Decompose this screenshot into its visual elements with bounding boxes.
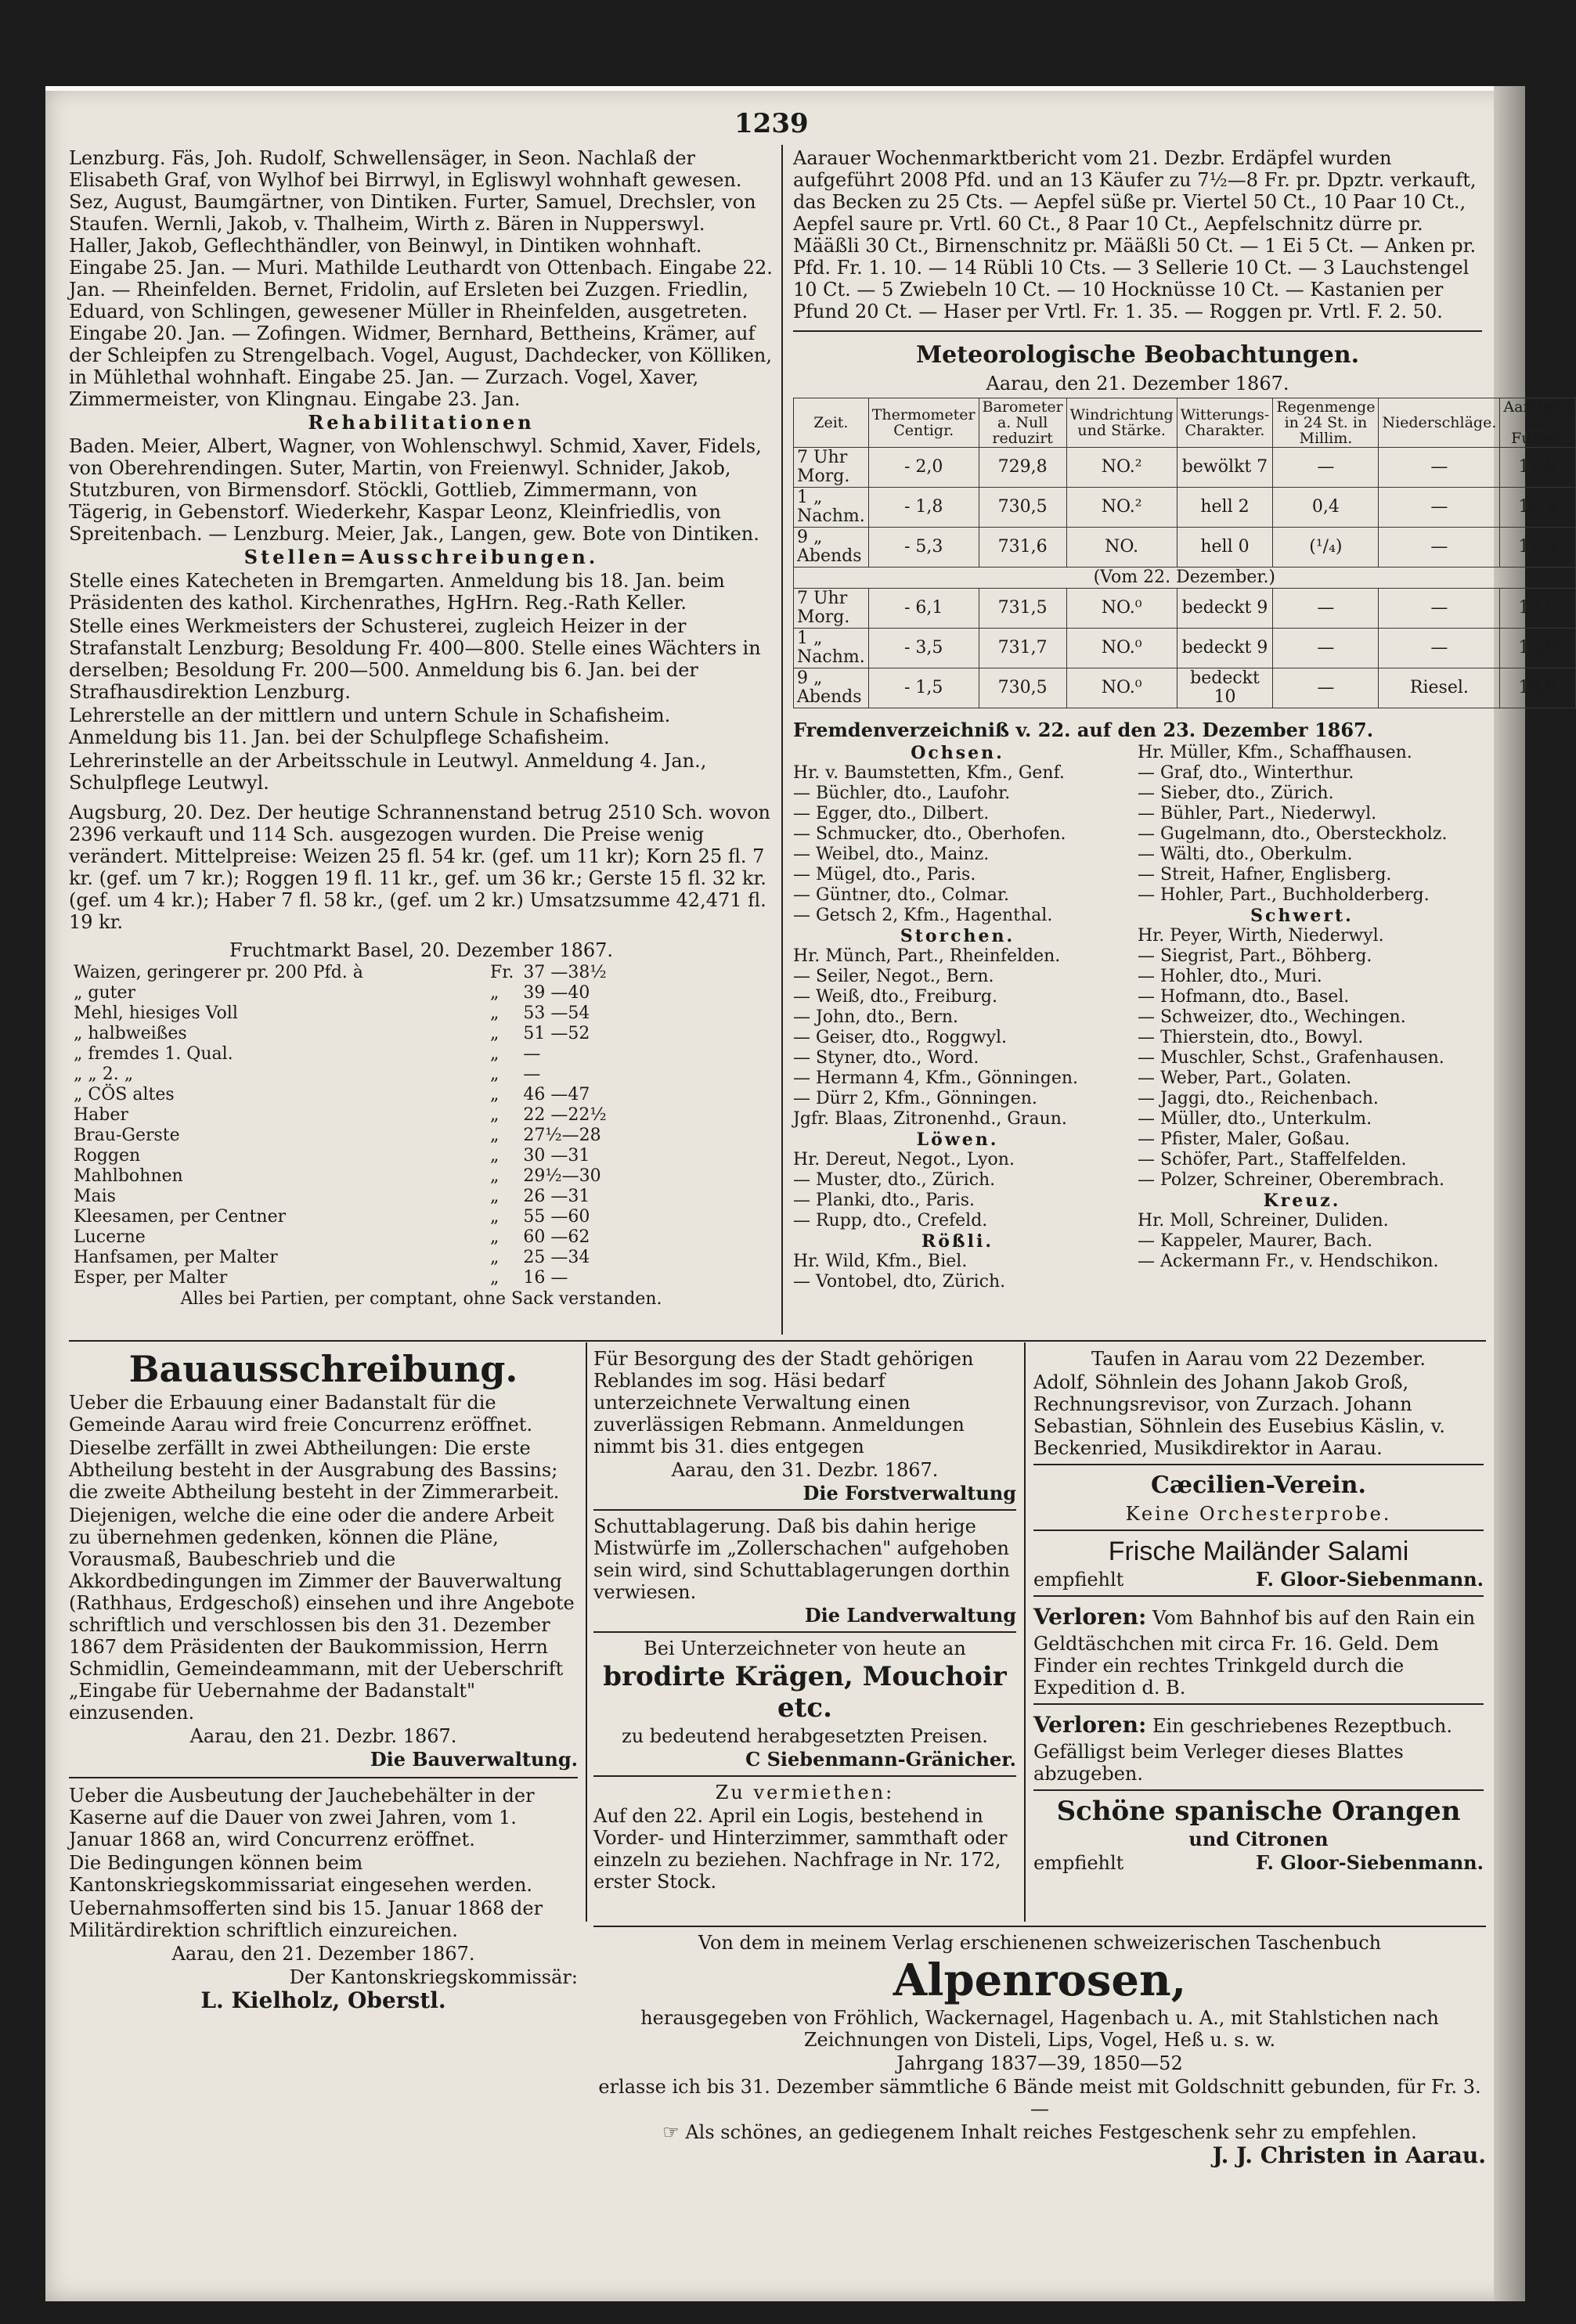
guest-entry: — Büchler, dto., Laufohr. — [793, 784, 1011, 803]
fruchtmarkt-unit: „ — [490, 1065, 499, 1084]
page-number: 1239 — [734, 108, 809, 139]
guest-entry: — Weiß, dto., Freiburg. — [793, 987, 997, 1007]
column-divider — [586, 1342, 587, 1922]
kraegen-intro: Bei Unterzeichneter von heute an — [644, 1638, 966, 1659]
reblandes-text: Für Besorgung des der Stadt gehörigen Reblandes im sog. Häsi bedarf unterzeichnete Verwaltung einen zuverlässigen Rebmann. Anmeldungen nimmt bis 31. dies entgegen — [593, 1348, 974, 1457]
meteo-subtitle: Aarau, den 21. Dezember 1867. — [986, 373, 1289, 395]
meteo-header: Regenmenge in 24 St. in Millim. — [1273, 398, 1379, 448]
guest-entry: Hr. Moll, Schreiner, Duliden. — [1138, 1211, 1389, 1230]
column-divider — [1024, 1342, 1026, 1922]
divider — [1033, 1464, 1484, 1465]
meteo-header: Windrichtung und Stärke. — [1066, 398, 1177, 448]
orangen-sign: F. Gloor-Siebenmann. — [1256, 1851, 1484, 1874]
meteo-cell: NO.⁰ — [1066, 629, 1177, 668]
fruchtmarkt-unit: „ — [490, 1126, 499, 1145]
fruchtmarkt-row — [69, 1207, 611, 1227]
guest-entry: — Schöfer, Part., Staffelfelden. — [1138, 1150, 1407, 1169]
meteo-cell: NO.² — [1066, 448, 1177, 488]
fruchtmarkt-item: Haber — [74, 1105, 128, 1125]
jauche-date: Aarau, den 21. Dezember 1867. — [171, 1943, 475, 1965]
column-divider — [781, 145, 783, 1335]
caecilien-title: Cæcilien-Verein. — [1151, 1472, 1366, 1499]
fruchtmarkt-row — [69, 1268, 611, 1288]
meteo-row — [794, 488, 1576, 528]
fruchtmarkt-unit: „ — [490, 1187, 499, 1206]
fruchtmarkt-price: 53 —54 — [523, 1003, 590, 1023]
fruchtmarkt-item: „ guter — [74, 983, 136, 1003]
guest-entry: — Pfister, Maler, Goßau. — [1138, 1130, 1351, 1149]
fruchtmarkt-price: 27½—28 — [523, 1126, 601, 1145]
meteo-cell: bedeckt 9 — [1177, 589, 1273, 629]
divider — [593, 1775, 1016, 1777]
alpenrosen-line2: Jahrgang 1837—39, 1850—52 — [896, 2052, 1183, 2074]
orangen-title: Schöne spanische Orangen — [1056, 1796, 1461, 1827]
reblandes-sign: Die Forstverwaltung — [802, 1482, 1016, 1504]
taufen-text: Adolf, Söhnlein des Johann Jakob Groß, Rechnungsrevisor, von Zurzach. Johann Sebastian, Söhnlein des Eusebius Käslin, v. Beckenried, Musikdirektor in Aarau. — [1033, 1371, 1445, 1459]
guest-entry: — Polzer, Schreiner, Oberembrach. — [1138, 1170, 1445, 1190]
stellen-heading: Stellen=Ausschreibungen. — [243, 546, 599, 568]
fruchtmarkt-unit: „ — [490, 1024, 499, 1043]
fruchtmarkt-price: 46 —47 — [523, 1085, 590, 1104]
stellen-text-4: Lehrerinstelle an der Arbeitsschule in Leutwyl. Anmeldung 4. Jan., Schulpflege Leutwyl. — [69, 750, 707, 794]
fruchtmarkt-item: Mehl, hiesiges Voll — [74, 1003, 238, 1023]
meteo-cell: (¹/₄) — [1273, 528, 1379, 567]
guest-entry: Hr. Münch, Part., Rheinfelden. — [793, 946, 1061, 966]
guest-entry: Hr. v. Baumstetten, Kfm., Genf. — [793, 763, 1065, 783]
fruchtmarkt-row — [69, 1187, 611, 1207]
fruchtmarkt-item: Waizen, geringerer pr. 200 Pfd. à — [74, 963, 363, 982]
top-edge — [45, 86, 1525, 91]
taufen-title: Taufen in Aarau vom 22 Dezember. — [1091, 1348, 1426, 1370]
guest-entry: — Geiser, dto., Roggwyl. — [793, 1028, 1008, 1047]
fruchtmarkt-row — [69, 1085, 611, 1105]
guest-entry: — Egger, dto., Dilbert. — [793, 804, 990, 823]
meteo-cell: Riesel. — [1379, 668, 1500, 708]
fruchtmarkt-price: 26 —31 — [523, 1187, 590, 1206]
meteo-mid-label: (Vom 22. Dezember.) — [794, 567, 1576, 589]
guest-entry: Hr. Dereut, Negot., Lyon. — [793, 1150, 1015, 1169]
meteo-cell: — — [1379, 488, 1500, 528]
guest-entry: — Muster, dto., Zürich. — [793, 1170, 996, 1190]
guest-entry: — Hermann 4, Kfm., Gönningen. — [793, 1068, 1079, 1088]
meteo-cell: — — [1273, 629, 1379, 668]
fruchtmarkt-item: Lucerne — [74, 1227, 146, 1247]
meteo-row — [794, 629, 1576, 668]
meteo-title: Meteorologische Beobachtungen. — [915, 341, 1360, 369]
orangen-sub: und Citronen — [1188, 1828, 1329, 1850]
meteo-row — [794, 448, 1576, 488]
meteo-cell: 13,0 — [1500, 589, 1575, 629]
fruchtmarkt-row — [69, 1024, 611, 1044]
stellen-text-2: Stelle eines Werkmeisters der Schusterei, zugleich Heizer in der Strafanstalt Lenzburg; Besoldung Fr. 400—800. Stelle eines Wächters in derselben; Besoldung Fr. 200—500. Anmeldung bis 6. Jan. bei der Strafhausdirektion Lenzburg. — [69, 615, 761, 703]
fruchtmarkt-item: Hanfsamen, per Malter — [74, 1248, 278, 1267]
meteo-cell: 1 „ Nachm. — [794, 629, 869, 668]
meteo-header: Niederschläge. — [1379, 398, 1500, 448]
alpenrosen-line1: herausgegeben von Fröhlich, Wackernagel, Hagenbach u. A., mit Stahlstichen nach Zeichnungen von Disteli, Lips, Vogel, Heß u. s. w. — [640, 2007, 1439, 2051]
hotel-heading: Rößli. — [921, 1231, 994, 1252]
guest-entry: — Hohler, Part., Buchholderberg. — [1138, 885, 1430, 905]
meteo-cell: 731,7 — [979, 629, 1066, 668]
bauaus-sign: Die Bauverwaltung. — [370, 1748, 578, 1771]
bauaus-p2: Dieselbe zerfällt in zwei Abtheilungen: Die erste Abtheilung besteht in der Ausgrabung des Bassins; die zweite Abtheilung besteht in der Zimmerarbeit. — [69, 1437, 560, 1503]
fruchtmarkt-price: 16 — — [523, 1268, 568, 1288]
fruchtmarkt-unit: „ — [490, 1227, 499, 1247]
meteo-cell: 731,6 — [979, 528, 1066, 567]
section-divider — [69, 1340, 1486, 1342]
verloren2-title: Verloren: — [1033, 1712, 1147, 1738]
guest-entry: — Siegrist, Part., Böhberg. — [1138, 946, 1372, 966]
meteo-header: Barometer a. Null reduzirt — [979, 398, 1066, 448]
divider — [1033, 1530, 1484, 1531]
meteo-cell: 731,5 — [979, 589, 1066, 629]
meteo-cell: — — [1273, 448, 1379, 488]
meteo-row — [794, 528, 1576, 567]
divider — [1033, 1789, 1484, 1791]
fruchtmarkt-unit: „ — [490, 1105, 499, 1125]
guest-entry: — Hofmann, dto., Basel. — [1138, 987, 1350, 1007]
guest-entry: — Kappeler, Maurer, Bach. — [1138, 1231, 1373, 1251]
fruchtmarkt-footer: Alles bei Partien, per comptant, ohne Sack verstanden. — [180, 1289, 662, 1309]
fruchtmarkt-unit: „ — [490, 1248, 499, 1267]
guest-entry: Hr. Peyer, Wirth, Niederwyl. — [1138, 926, 1384, 946]
fruchtmarkt-unit: „ — [490, 1166, 499, 1186]
meteo-cell: - 6,1 — [868, 589, 979, 629]
alpenrosen-sign: J. J. Christen in Aarau. — [1212, 2142, 1486, 2168]
guest-entry: — Hohler, dto., Muri. — [1138, 967, 1322, 986]
fruchtmarkt-price: 29½—30 — [523, 1166, 601, 1186]
meteo-cell: - 3,5 — [868, 629, 979, 668]
fruchtmarkt-row — [69, 1044, 611, 1065]
guest-entry: Hr. Wild, Kfm., Biel. — [793, 1252, 968, 1271]
meteo-cell: bedeckt 9 — [1177, 629, 1273, 668]
alpenrosen-line4: ☞ Als schönes, an gediegenem Inhalt reiches Festgeschenk sehr zu empfehlen. — [662, 2121, 1417, 2143]
meteo-cell: NO. — [1066, 528, 1177, 567]
meteo-cell: 12,9 — [1500, 488, 1575, 528]
meteo-header: Thermometer Centigr. — [868, 398, 979, 448]
meteo-cell: 0,4 — [1273, 488, 1379, 528]
meteo-cell: bewölkt 7 — [1177, 448, 1273, 488]
fruchtmarkt-price: 30 —31 — [523, 1146, 590, 1166]
guest-entry: Hr. Müller, Kfm., Schaffhausen. — [1138, 743, 1412, 762]
meteo-cell: 1 „ Nachm. — [794, 488, 869, 528]
jauche-p2: Die Bedingungen können beim Kantonskriegskommissariat eingesehen werden. — [69, 1852, 533, 1896]
fremden-right — [1138, 743, 1466, 1292]
guest-entry: — Streit, Hafner, Englisberg. — [1138, 865, 1392, 885]
fruchtmarkt-price: 55 —60 — [523, 1207, 590, 1227]
meteo-cell: — — [1273, 668, 1379, 708]
stellen-text-1: Stelle eines Katecheten in Bremgarten. Anmeldung bis 18. Jan. beim Präsidenten des kathol. Kirchenrathes, HgHrn. Reg.-Rath Keller. — [69, 570, 725, 614]
kraegen-sign: C Siebenmann-Gränicher. — [745, 1748, 1016, 1771]
guest-entry: — Planki, dto., Paris. — [793, 1191, 975, 1210]
fruchtmarkt-row — [69, 1065, 611, 1085]
meteo-cell: 729,8 — [979, 448, 1066, 488]
bottom-middle-column — [593, 1348, 1016, 1894]
guest-entry: — Wälti, dto., Oberkulm. — [1138, 845, 1353, 864]
alpenrosen-title: Alpenrosen, — [893, 1955, 1187, 2006]
fruchtmarkt-price: 25 —34 — [523, 1248, 590, 1267]
meteo-cell: 12,9 — [1500, 448, 1575, 488]
fruchtmarkt-row — [69, 1105, 611, 1126]
meteo-header: Aarstand in Fußen. — [1500, 398, 1575, 448]
fruchtmarkt-item: Mais — [74, 1187, 116, 1206]
meteo-cell: 730,5 — [979, 668, 1066, 708]
fruchtmarkt-item: Mahlbohnen — [74, 1166, 183, 1186]
guest-entry: — Bühler, Part., Niederwyl. — [1138, 804, 1377, 823]
divider — [793, 330, 1482, 332]
fruchtmarkt-unit: „ — [490, 983, 499, 1003]
meteo-cell: 9 „ Abends — [794, 668, 869, 708]
verloren1-title: Verloren: — [1033, 1604, 1147, 1630]
meteo-cell: NO.⁰ — [1066, 589, 1177, 629]
hotel-heading: Schwert. — [1250, 906, 1354, 926]
fruchtmarkt-row — [69, 1227, 611, 1248]
fruchtmarkt-row — [69, 1166, 611, 1187]
meteo-cell: - 2,0 — [868, 448, 979, 488]
wochenmarkt-report: Aarauer Wochenmarktbericht vom 21. Dezbr. Erdäpfel wurden aufgeführt 2008 Pfd. und an 13 Käufer zu 7½—8 Fr. pr. Dpztr. verkauft, das Becken zu 25 Cts. — Aepfel süße pr. Viertel 50 Ct., 10 Paar 10 Ct., Aepfel saure pr. Vrtl. 60 Ct., 8 Paar 10 Ct., Aepfelschnitz dürre pr. Määßli 30 Ct., Birnenschnitz pr. Määßli 50 Ct. — 1 Ei 5 Ct. — Anken pr. Pfd. Fr. 1. 10. — 14 Rübli 10 Cts. — 3 Sellerie 10 Ct. — 3 Lauchstengel 10 Ct. — 5 Zwiebeln 10 Ct. — 10 Hocknüsse 10 Ct. — Kastanien per Pfund 20 Ct. — Haser per Vrtl. Fr. 1. 35. — Roggen pr. Vrtl. F. 2. 50. — [793, 147, 1477, 322]
jauche-p3: Uebernahmsofferten sind bis 15. Januar 1868 der Militärdirektion schriftlich einzureichen. — [69, 1897, 543, 1941]
caecilien-text: Keine Orchesterprobe. — [1125, 1503, 1392, 1525]
guest-entry: — Muschler, Schst., Grafenhausen. — [1138, 1048, 1444, 1068]
verloren1-text: Vom Bahnhof bis auf den Rain ein Geldtäschchen mit circa Fr. 16. Geld. Dem Finder ein rechtes Trinkgeld durch die Expedition d. B. — [1033, 1607, 1476, 1699]
meteo-cell: — — [1379, 448, 1500, 488]
guest-entry: — Getsch 2, Kfm., Hagenthal. — [793, 906, 1053, 925]
guest-entry: — Güntner, dto., Colmar. — [793, 885, 1009, 905]
fruchtmarkt-row — [69, 1248, 611, 1268]
fremden-lists — [793, 743, 1482, 1292]
bottom-right-column — [1033, 1348, 1484, 1875]
jauche-sign: L. Kielholz, Oberstl. — [200, 1987, 446, 2013]
guest-entry: — Graf, dto., Winterthur. — [1138, 763, 1354, 783]
augsburg-report: Augsburg, 20. Dez. Der heutige Schrannenstand betrug 2510 Sch. wovon 2396 verkauft und 114 Sch. ausgezogen wurden. Die Preise wenig verändert. Mittelpreise: Weizen 25 fl. 54 kr. (gef. um 11 kr); Korn 25 fl. 7 kr. (gef. um 7 kr.); Roggen 19 fl. 11 kr., gef. um 36 kr.; Gerste 15 fl. 32 kr. (gef. um 4 kr.); Haber 7 fl. 58 kr., (gef. um 2 kr.) Umsatzsumme 42,471 fl. 19 kr. — [69, 802, 771, 933]
meteo-cell: hell 2 — [1177, 488, 1273, 528]
bauaus-p3: Diejenigen, welche die eine oder die andere Arbeit zu übernehmen gedenken, können die Pläne, Vorausmaß, Baubeschrieb und die Akkordbedingungen im Zimmer der Bauverwaltung (Rathhaus, Erdgeschoß) einsehen und ihre Angebote schriftlich und verschlossen bis den 31. Dezember 1867 dem Präsidenten der Baukommission, Herrn Schmidlin, Gemeindeammann, mit der Ueberschrift „Eingabe für Uebernahme der Badanstalt" einzusenden. — [69, 1504, 575, 1724]
fruchtmarkt-unit: „ — [490, 1207, 499, 1227]
rehab-heading: Rehabilitationen — [308, 411, 535, 434]
fruchtmarkt-row — [69, 963, 611, 983]
alpenrosen-ad — [593, 1932, 1486, 2168]
fruchtmarkt-price: — — [523, 1044, 541, 1064]
jauche-role: Der Kantonskriegskommissär: — [289, 1966, 578, 1988]
meteo-cell: - 5,3 — [868, 528, 979, 567]
schutt-text: Schuttablagerung. Daß bis dahin herige Mistwürfe im „Zollerschachen" aufgehoben sein wird, sind Schuttablagerungen dorthin verwiesen. — [593, 1515, 1010, 1603]
guest-entry: — Dürr 2, Kfm., Gönningen. — [793, 1089, 1037, 1108]
guest-entry: — John, dto., Bern. — [793, 1007, 959, 1027]
fruchtmarkt-price: 22 —22½ — [523, 1105, 607, 1125]
fruchtmarkt-item: „ CÖS altes — [74, 1085, 175, 1104]
guest-entry: — Jaggi, dto., Reichenbach. — [1138, 1089, 1379, 1108]
guest-entry: — Gugelmann, dto., Obersteckholz. — [1138, 824, 1448, 844]
meteo-cell: — — [1379, 589, 1500, 629]
meteo-cell: 7 Uhr Morg. — [794, 448, 869, 488]
fruchtmarkt-row — [69, 983, 611, 1003]
bauaus-date: Aarau, den 21. Dezbr. 1867. — [189, 1725, 457, 1747]
alpenrosen-intro: Von dem in meinem Verlag erschienenen schweizerischen Taschenbuch — [698, 1932, 1382, 1954]
meteo-cell: bedeckt 10 — [1177, 668, 1273, 708]
guest-entry: — Vontobel, dto, Zürich. — [793, 1272, 1006, 1292]
guest-entry: — Styner, dto., Word. — [793, 1048, 979, 1068]
fruchtmarkt-unit: „ — [490, 1085, 499, 1104]
fruchtmarkt-price: 39 —40 — [523, 983, 590, 1003]
meteo-cell: — — [1379, 528, 1500, 567]
guest-entry: — Schweizer, dto., Wechingen. — [1138, 1007, 1406, 1027]
fruchtmarkt-item: Brau-Gerste — [74, 1126, 180, 1145]
fruchtmarkt-price: 60 —62 — [523, 1227, 590, 1247]
salami-sign: F. Gloor-Siebenmann. — [1256, 1568, 1484, 1591]
meteo-cell: hell 0 — [1177, 528, 1273, 567]
newspaper-page — [45, 86, 1572, 2301]
vermiethen-title: Zu vermiethen: — [715, 1782, 895, 1803]
jauche-p1: Ueber die Ausbeutung der Jauchebehälter in der Kaserne auf die Dauer von zwei Jahren, vom 1. Januar 1868 an, wird Concurrenz eröffnet. — [69, 1785, 535, 1850]
fruchtmarkt-price: — — [523, 1065, 541, 1084]
verloren2-text: Ein geschriebenes Rezeptbuch. Gefälligst beim Verleger dieses Blattes abzugeben. — [1033, 1715, 1452, 1785]
hotel-heading: Löwen. — [916, 1130, 999, 1150]
fruchtmarkt-title: Fruchtmarkt Basel, 20. Dezember 1867. — [229, 939, 614, 961]
meteo-row — [794, 589, 1576, 629]
guest-entry: — Mügel, dto., Paris. — [793, 865, 976, 885]
divider — [593, 1509, 1016, 1511]
fruchtmarkt-unit: „ — [490, 1044, 499, 1064]
fruchtmarkt-item: Kleesamen, per Centner — [74, 1207, 287, 1227]
guest-entry: Jgfr. Blaas, Zitronenhd., Graun. — [793, 1109, 1067, 1129]
guest-entry: — Sieber, dto., Zürich. — [1138, 784, 1334, 803]
divider — [1033, 1703, 1484, 1705]
bottom-left-column — [69, 1348, 578, 2013]
fruchtmarkt-unit: Fr. — [490, 963, 514, 982]
meteo-cell: NO.² — [1066, 488, 1177, 528]
divider — [1033, 1595, 1484, 1597]
salami-prefix: empfiehlt — [1033, 1569, 1124, 1591]
reblandes-date: Aarau, den 31. Dezbr. 1867. — [671, 1459, 939, 1481]
fruchtmarkt-item: „ „ 2. „ — [74, 1065, 134, 1084]
schutt-sign: Die Landverwaltung — [804, 1604, 1016, 1627]
meteo-header: Zeit. — [794, 398, 869, 448]
meteo-cell: 13,0 — [1500, 668, 1575, 708]
hotel-heading: Ochsen. — [911, 743, 1004, 763]
meteo-cell: - 1,8 — [868, 488, 979, 528]
guest-entry: — Seiler, Negot., Bern. — [793, 967, 994, 986]
fruchtmarkt-price: 51 —52 — [523, 1024, 590, 1043]
fruchtmarkt-price: 37 —38½ — [523, 963, 607, 982]
guest-entry: — Schmucker, dto., Oberhofen. — [793, 824, 1066, 844]
fruchtmarkt-row — [69, 1126, 611, 1146]
hotel-heading: Storchen. — [900, 926, 1015, 946]
fruchtmarkt-table — [69, 963, 611, 1288]
fremden-left — [793, 743, 1122, 1292]
meteo-cell: NO.⁰ — [1066, 668, 1177, 708]
fruchtmarkt-item: Esper, per Malter — [74, 1268, 228, 1288]
guest-entry: — Müller, dto., Unterkulm. — [1138, 1109, 1372, 1129]
orangen-prefix: empfiehlt — [1033, 1852, 1124, 1874]
left-top-column — [69, 147, 774, 1312]
right-top-column — [793, 147, 1572, 1292]
meteo-cell: — — [1379, 629, 1500, 668]
guest-entry: — Thierstein, dto., Bowyl. — [1138, 1028, 1364, 1047]
bauaus-title: Bauausschreibung. — [128, 1348, 518, 1390]
section-divider — [593, 1926, 1486, 1927]
guest-entry: — Rupp, dto., Crefeld. — [793, 1211, 988, 1230]
fruchtmarkt-item: Roggen — [74, 1146, 141, 1166]
meteo-cell: - 1,5 — [868, 668, 979, 708]
meteo-header: Witterungs-Charakter. — [1177, 398, 1273, 448]
fruchtmarkt-row — [69, 1146, 611, 1166]
meteo-row — [794, 668, 1576, 708]
fruchtmarkt-item: „ halbweißes — [74, 1024, 187, 1043]
meteo-cell: 730,5 — [979, 488, 1066, 528]
divider — [69, 1777, 578, 1778]
divider — [593, 1631, 1016, 1633]
salami-title: Frische Mailänder Salami — [1108, 1537, 1409, 1566]
fruchtmarkt-unit: „ — [490, 1003, 499, 1023]
kraegen-text: zu bedeutend herabgesetzten Preisen. — [622, 1725, 988, 1747]
stellen-text-3: Lehrerstelle an der mittlern und untern Schule in Schafisheim. Anmeldung bis 11. Jan. bei der Schulpflege Schafisheim. — [69, 704, 671, 748]
kraegen-title: brodirte Krägen, Mouchoir etc. — [603, 1661, 1007, 1724]
fremden-title: Fremdenverzeichniß v. 22. auf den 23. Dezember 1867. — [793, 719, 1374, 741]
bauaus-p1: Ueber die Erbauung einer Badanstalt für die Gemeinde Aarau wird freie Concurrenz eröffnet. — [69, 1392, 533, 1436]
fruchtmarkt-row — [69, 1003, 611, 1024]
fruchtmarkt-item: „ fremdes 1. Qual. — [74, 1044, 233, 1064]
meteo-cell: 13,0 — [1500, 629, 1575, 668]
guest-entry: — Ackermann Fr., v. Hendschikon. — [1138, 1252, 1439, 1271]
fruchtmarkt-unit: „ — [490, 1268, 499, 1288]
guest-entry: — Weber, Part., Golaten. — [1138, 1068, 1352, 1088]
meteo-cell: 7 Uhr Morg. — [794, 589, 869, 629]
meteo-table — [793, 398, 1576, 708]
konkurs-text: Lenzburg. Fäs, Joh. Rudolf, Schwellensäger, in Seon. Nachlaß der Elisabeth Graf, von Wylhof bei Birrwyl, in Egliswyl wohnhaft gewesen. Sez, August, Baumgärtner, von Dintiken. Furter, Samuel, Drechsler, von Staufen. Wernli, Jakob, v. Thalheim, Wirth z. Bären in Nupperswyl. Haller, Jakob, Geflechthändler, von Beinwyl, in Dintiken wohnhaft. Eingabe 25. Jan. — Muri. Mathilde Leuthardt von Ottenbach. Eingabe 22. Jan. — Rheinfelden. Bernet, Fridolin, auf Ersleten bei Zuzgen. Friedlin, Eduard, von Schlingen, gewesener Müller in Rheinfelden, ausgetreten. Eingabe 20. Jan. — Zofingen. Widmer, Bernhard, Bettheins, Krämer, auf der Schleipfen zu Strengelbach. Vogel, August, Dachdecker, von Kölliken, in Mühlethal wohnhaft. Eingabe 25. Jan. — Zurzach. Vogel, Xaver, Zimmermeister, von Klingnau. Eingabe 23. Jan. — [69, 147, 773, 410]
hotel-heading: Kreuz. — [1263, 1191, 1341, 1211]
meteo-cell: — — [1273, 589, 1379, 629]
alpenrosen-line3: erlasse ich bis 31. Dezember sämmtliche 6 Bände meist mit Goldschnitt gebunden, für Fr. 3. — — [598, 2076, 1481, 2120]
meteo-cell: 12,9 — [1500, 528, 1575, 567]
vermiethen-text: Auf den 22. April ein Logis, bestehend in Vorder- und Hinterzimmer, sammthaft oder einzeln zu beziehen. Nachfrage in Nr. 172, erster Stock. — [593, 1805, 1008, 1893]
guest-entry: — Weibel, dto., Mainz. — [793, 845, 990, 864]
fruchtmarkt-unit: „ — [490, 1146, 499, 1166]
meteo-cell: 9 „ Abends — [794, 528, 869, 567]
rehab-text: Baden. Meier, Albert, Wagner, von Wohlenschwyl. Schmid, Xaver, Fidels, von Oberehrendingen. Suter, Martin, von Freienwyl. Schnider, Jakob, Stutzburen, von Birmensdorf. Stöckli, Gottlieb, Zimmermann, von Tägerig, in Gebenstorf. Wiederkehr, Kaspar Leonz, Kleinfriedlis, von Spreitenbach. — Lenzburg. Meier, Jak., Langen, gew. Bote von Dintiken. — [69, 435, 762, 545]
